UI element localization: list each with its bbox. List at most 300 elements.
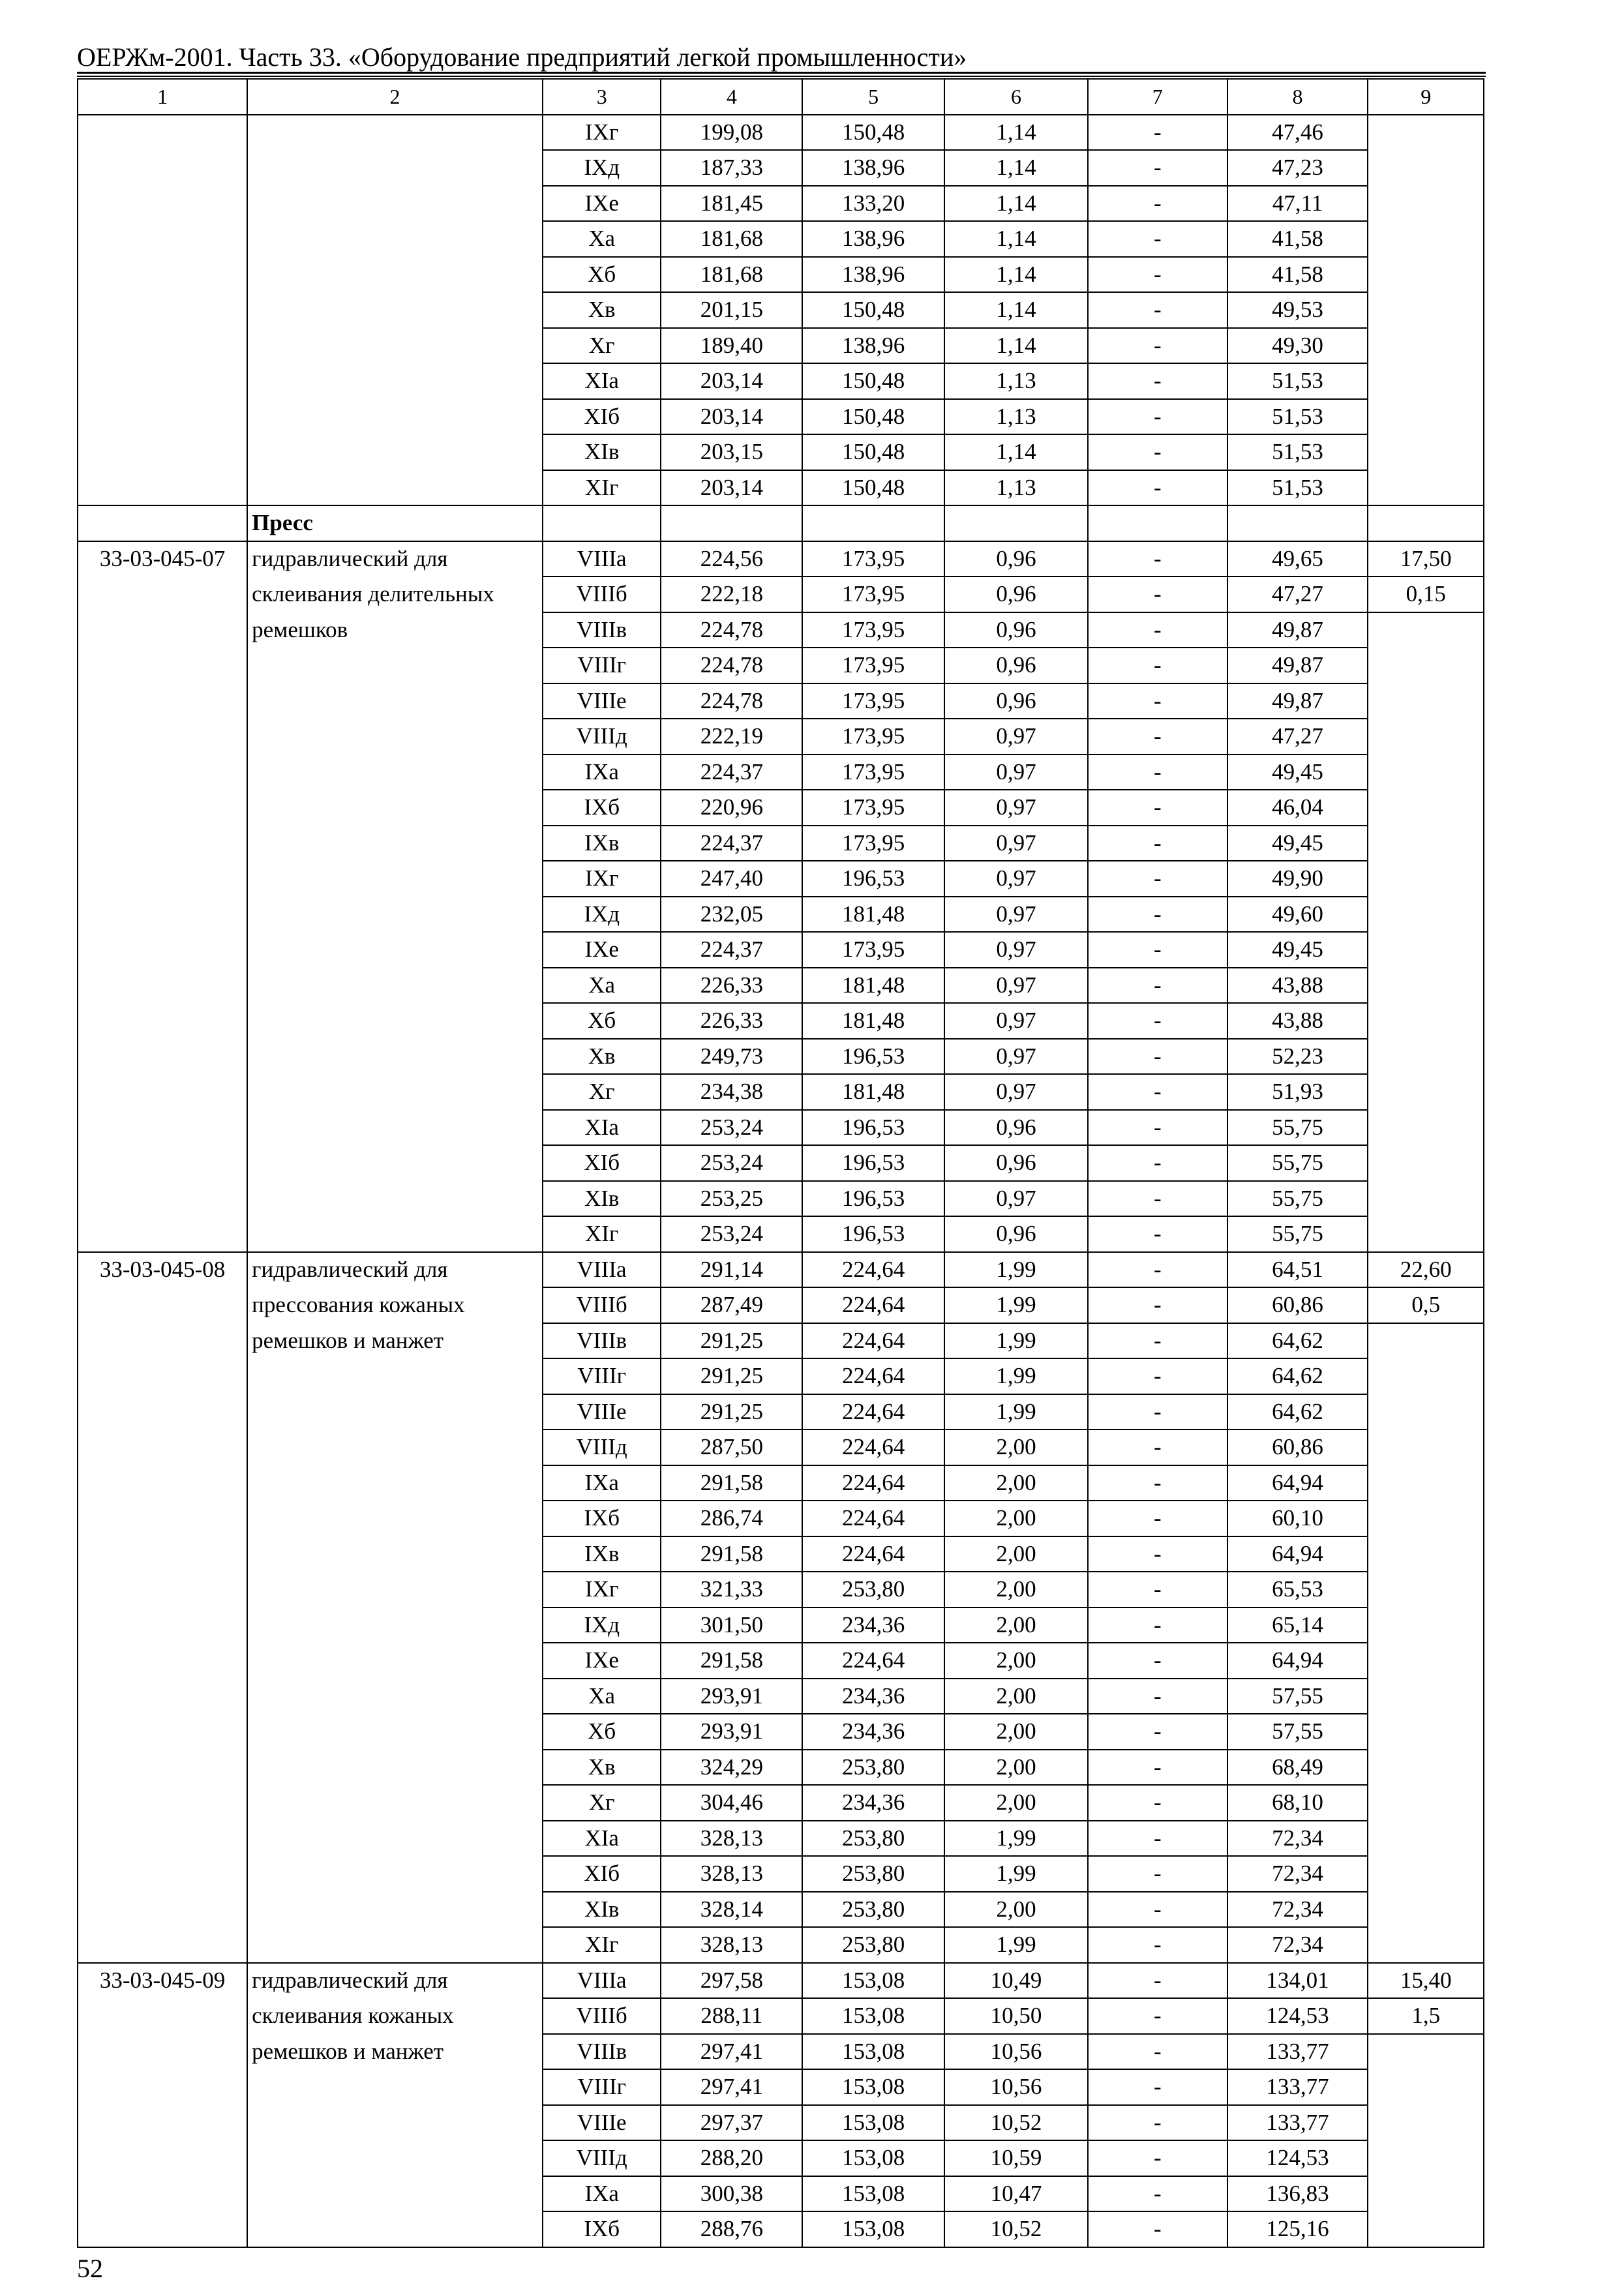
total-cost: 288,11	[661, 1998, 802, 2034]
rate-code	[78, 1892, 247, 1928]
labor-cost	[1368, 790, 1484, 826]
rate-code	[78, 1074, 247, 1110]
materials-cost: 43,88	[1227, 1003, 1368, 1039]
machine-operation: 0,97	[944, 719, 1088, 755]
machine-operation: 0,97	[944, 790, 1088, 826]
region-zone: Xв	[543, 1750, 661, 1786]
worker-wages: 153,08	[802, 1963, 944, 1999]
worker-wages: 224,64	[802, 1287, 944, 1323]
column-number: 7	[1088, 79, 1227, 115]
rate-code: 33-03-045-08	[78, 1252, 247, 1288]
labor-cost: 0,5	[1368, 1287, 1484, 1323]
driver-wages: -	[1088, 1145, 1227, 1181]
labor-cost	[1368, 470, 1484, 506]
materials-cost: 64,62	[1227, 1358, 1368, 1394]
region-zone: XIв	[543, 434, 661, 470]
table-row	[78, 2140, 1484, 2176]
total-cost: 224,78	[661, 683, 802, 719]
worker-wages: 181,48	[802, 1074, 944, 1110]
empty-cell	[802, 505, 944, 541]
total-cost: 222,19	[661, 719, 802, 755]
materials-cost: 49,45	[1227, 755, 1368, 790]
materials-cost: 64,62	[1227, 1394, 1368, 1430]
machine-operation: 1,14	[944, 186, 1088, 222]
region-zone: XIг	[543, 1927, 661, 1963]
empty-cell	[944, 505, 1088, 541]
rate-name-line: прессования кожаных	[247, 1287, 543, 1323]
rate-code	[78, 2069, 247, 2105]
rate-code	[78, 826, 247, 861]
rate-name-line	[247, 683, 543, 719]
rate-code	[78, 1785, 247, 1821]
code-cell	[78, 505, 247, 541]
driver-wages: -	[1088, 932, 1227, 968]
rate-code	[78, 897, 247, 933]
labor-cost	[1368, 1181, 1484, 1217]
driver-wages: -	[1088, 1039, 1227, 1075]
total-cost: 226,33	[661, 1003, 802, 1039]
rate-name-line	[247, 2176, 543, 2212]
labor-cost	[1368, 150, 1484, 186]
machine-operation: 0,96	[944, 1110, 1088, 1146]
table-row	[78, 826, 1484, 861]
region-zone: IXд	[543, 1608, 661, 1643]
driver-wages: -	[1088, 470, 1227, 506]
region-zone: XIг	[543, 1216, 661, 1252]
total-cost: 253,24	[661, 1110, 802, 1146]
machine-operation: 2,00	[944, 1501, 1088, 1536]
machine-operation: 2,00	[944, 1750, 1088, 1786]
rate-name-line	[247, 470, 543, 506]
total-cost: 328,14	[661, 1892, 802, 1928]
total-cost: 201,15	[661, 292, 802, 328]
materials-cost: 60,86	[1227, 1429, 1368, 1465]
labor-cost	[1368, 1536, 1484, 1572]
table-row	[78, 1039, 1484, 1075]
driver-wages: -	[1088, 2034, 1227, 2070]
driver-wages: -	[1088, 1216, 1227, 1252]
total-cost: 203,15	[661, 434, 802, 470]
machine-operation: 0,96	[944, 576, 1088, 612]
header-rule	[77, 72, 1486, 74]
labor-cost	[1368, 1145, 1484, 1181]
machine-operation: 0,96	[944, 683, 1088, 719]
labor-cost	[1368, 328, 1484, 364]
machine-operation: 1,14	[944, 434, 1088, 470]
total-cost: 293,91	[661, 1679, 802, 1714]
rate-name-line	[247, 1856, 543, 1892]
driver-wages: -	[1088, 897, 1227, 933]
labor-cost	[1368, 1714, 1484, 1750]
rate-code	[78, 257, 247, 293]
table-row	[78, 221, 1484, 257]
rate-name-line	[247, 186, 543, 222]
driver-wages: -	[1088, 968, 1227, 1004]
machine-operation: 0,96	[944, 1145, 1088, 1181]
machine-operation: 1,13	[944, 363, 1088, 399]
worker-wages: 253,80	[802, 1856, 944, 1892]
materials-cost: 72,34	[1227, 1821, 1368, 1857]
rate-code	[78, 1110, 247, 1146]
page-number: 52	[77, 2254, 103, 2283]
materials-cost: 55,75	[1227, 1181, 1368, 1217]
machine-operation: 1,99	[944, 1821, 1088, 1857]
table-row	[78, 1892, 1484, 1928]
region-zone: VIIIв	[543, 1323, 661, 1359]
driver-wages: -	[1088, 1110, 1227, 1146]
rate-code	[78, 719, 247, 755]
total-cost: 224,37	[661, 826, 802, 861]
materials-cost: 68,10	[1227, 1785, 1368, 1821]
worker-wages: 181,48	[802, 897, 944, 933]
labor-cost	[1368, 1750, 1484, 1786]
total-cost: 293,91	[661, 1714, 802, 1750]
rate-code	[78, 1998, 247, 2034]
worker-wages: 173,95	[802, 790, 944, 826]
labor-cost	[1368, 186, 1484, 222]
labor-cost	[1368, 2140, 1484, 2176]
machine-operation: 10,52	[944, 2211, 1088, 2247]
region-zone: VIIIд	[543, 1429, 661, 1465]
materials-cost: 47,27	[1227, 719, 1368, 755]
worker-wages: 224,64	[802, 1465, 944, 1501]
driver-wages: -	[1088, 1927, 1227, 1963]
region-zone: VIIIа	[543, 1252, 661, 1288]
rate-name-line	[247, 1003, 543, 1039]
total-cost: 181,68	[661, 221, 802, 257]
labor-cost	[1368, 648, 1484, 683]
total-cost: 224,37	[661, 932, 802, 968]
total-cost: 203,14	[661, 399, 802, 435]
materials-cost: 47,46	[1227, 115, 1368, 151]
total-cost: 189,40	[661, 328, 802, 364]
worker-wages: 173,95	[802, 755, 944, 790]
materials-cost: 133,77	[1227, 2034, 1368, 2070]
table-row	[78, 434, 1484, 470]
materials-cost: 133,77	[1227, 2105, 1368, 2141]
labor-cost	[1368, 1110, 1484, 1146]
labor-cost	[1368, 1785, 1484, 1821]
rate-name-line	[247, 790, 543, 826]
machine-operation: 1,13	[944, 399, 1088, 435]
total-cost: 291,25	[661, 1358, 802, 1394]
rate-code	[78, 1643, 247, 1679]
region-zone: VIIIг	[543, 648, 661, 683]
total-cost: 324,29	[661, 1750, 802, 1786]
driver-wages: -	[1088, 683, 1227, 719]
driver-wages: -	[1088, 2176, 1227, 2212]
rate-code	[78, 1429, 247, 1465]
machine-operation: 1,99	[944, 1856, 1088, 1892]
rate-code	[78, 1394, 247, 1430]
materials-cost: 60,86	[1227, 1287, 1368, 1323]
machine-operation: 10,56	[944, 2069, 1088, 2105]
machine-operation: 2,00	[944, 1572, 1088, 1608]
labor-cost	[1368, 861, 1484, 897]
column-numbers-row	[78, 79, 1484, 115]
rate-name-line: гидравлический для	[247, 541, 543, 577]
total-cost: 291,58	[661, 1465, 802, 1501]
table-row	[78, 897, 1484, 933]
region-zone: VIIIе	[543, 1394, 661, 1430]
driver-wages: -	[1088, 1785, 1227, 1821]
worker-wages: 196,53	[802, 1145, 944, 1181]
rate-code	[78, 1216, 247, 1252]
rate-name-line	[247, 150, 543, 186]
machine-operation: 10,50	[944, 1998, 1088, 2034]
driver-wages: -	[1088, 1750, 1227, 1786]
region-zone: Xв	[543, 1039, 661, 1075]
section-title-row	[78, 505, 1484, 541]
region-zone: Xб	[543, 1714, 661, 1750]
table-row	[78, 186, 1484, 222]
rate-code	[78, 150, 247, 186]
driver-wages: -	[1088, 2211, 1227, 2247]
table-row	[78, 1998, 1484, 2034]
rate-code	[78, 1714, 247, 1750]
materials-cost: 124,53	[1227, 1998, 1368, 2034]
driver-wages: -	[1088, 861, 1227, 897]
region-zone: IXе	[543, 1643, 661, 1679]
driver-wages: -	[1088, 1287, 1227, 1323]
total-cost: 222,18	[661, 576, 802, 612]
machine-operation: 2,00	[944, 1714, 1088, 1750]
rate-code	[78, 612, 247, 648]
empty-cell	[1368, 505, 1484, 541]
worker-wages: 234,36	[802, 1714, 944, 1750]
materials-cost: 72,34	[1227, 1856, 1368, 1892]
labor-cost: 1,5	[1368, 1998, 1484, 2034]
rates-table	[77, 78, 1484, 2248]
worker-wages: 153,08	[802, 2105, 944, 2141]
rate-code	[78, 1003, 247, 1039]
driver-wages: -	[1088, 115, 1227, 151]
worker-wages: 253,80	[802, 1892, 944, 1928]
materials-cost: 47,23	[1227, 150, 1368, 186]
region-zone: IXд	[543, 897, 661, 933]
rate-name-line	[247, 363, 543, 399]
materials-cost: 65,14	[1227, 1608, 1368, 1643]
driver-wages: -	[1088, 2140, 1227, 2176]
rate-code	[78, 576, 247, 612]
driver-wages: -	[1088, 1679, 1227, 1714]
worker-wages: 153,08	[802, 2211, 944, 2247]
materials-cost: 134,01	[1227, 1963, 1368, 1999]
rate-code: 33-03-045-09	[78, 1963, 247, 1999]
rate-name-line	[247, 115, 543, 151]
driver-wages: -	[1088, 1003, 1227, 1039]
labor-cost: 22,60	[1368, 1252, 1484, 1288]
table-row	[78, 1643, 1484, 1679]
region-zone: XIб	[543, 1856, 661, 1892]
driver-wages: -	[1088, 1074, 1227, 1110]
driver-wages: -	[1088, 1856, 1227, 1892]
machine-operation: 0,96	[944, 541, 1088, 577]
labor-cost	[1368, 1429, 1484, 1465]
column-number: 6	[944, 79, 1088, 115]
table-row	[78, 648, 1484, 683]
driver-wages: -	[1088, 576, 1227, 612]
column-number: 8	[1227, 79, 1368, 115]
worker-wages: 138,96	[802, 328, 944, 364]
table-row	[78, 1821, 1484, 1857]
materials-cost: 64,51	[1227, 1252, 1368, 1288]
rate-code	[78, 1608, 247, 1643]
worker-wages: 224,64	[802, 1429, 944, 1465]
labor-cost	[1368, 257, 1484, 293]
table-row	[78, 861, 1484, 897]
driver-wages: -	[1088, 1998, 1227, 2034]
driver-wages: -	[1088, 257, 1227, 293]
labor-cost	[1368, 1394, 1484, 1430]
region-zone: XIг	[543, 470, 661, 506]
rate-code	[78, 861, 247, 897]
worker-wages: 153,08	[802, 2069, 944, 2105]
labor-cost	[1368, 826, 1484, 861]
machine-operation: 0,97	[944, 1074, 1088, 1110]
rate-name-line	[247, 1750, 543, 1786]
driver-wages: -	[1088, 1714, 1227, 1750]
worker-wages: 138,96	[802, 221, 944, 257]
rate-code	[78, 683, 247, 719]
region-zone: XIа	[543, 1110, 661, 1146]
machine-operation: 0,97	[944, 826, 1088, 861]
rate-name-line	[247, 1572, 543, 1608]
rate-name-line	[247, 1358, 543, 1394]
machine-operation: 10,49	[944, 1963, 1088, 1999]
materials-cost: 124,53	[1227, 2140, 1368, 2176]
table-row	[78, 968, 1484, 1004]
total-cost: 226,33	[661, 968, 802, 1004]
rate-name-line: гидравлический для	[247, 1252, 543, 1288]
total-cost: 291,58	[661, 1536, 802, 1572]
table-row	[78, 576, 1484, 612]
driver-wages: -	[1088, 1892, 1227, 1928]
rate-code	[78, 1679, 247, 1714]
worker-wages: 173,95	[802, 648, 944, 683]
column-number: 1	[78, 79, 247, 115]
rate-name-line	[247, 1785, 543, 1821]
total-cost: 224,37	[661, 755, 802, 790]
driver-wages: -	[1088, 1358, 1227, 1394]
materials-cost: 55,75	[1227, 1110, 1368, 1146]
worker-wages: 153,08	[802, 1998, 944, 2034]
driver-wages: -	[1088, 612, 1227, 648]
region-zone: VIIIд	[543, 719, 661, 755]
machine-operation: 1,14	[944, 221, 1088, 257]
total-cost: 304,46	[661, 1785, 802, 1821]
worker-wages: 224,64	[802, 1501, 944, 1536]
labor-cost	[1368, 968, 1484, 1004]
rate-code	[78, 1358, 247, 1394]
rate-name-line	[247, 1465, 543, 1501]
total-cost: 187,33	[661, 150, 802, 186]
table-row	[78, 1181, 1484, 1217]
table-row	[78, 1856, 1484, 1892]
materials-cost: 125,16	[1227, 2211, 1368, 2247]
rate-name-line	[247, 932, 543, 968]
labor-cost	[1368, 363, 1484, 399]
total-cost: 253,24	[661, 1216, 802, 1252]
worker-wages: 196,53	[802, 1216, 944, 1252]
worker-wages: 181,48	[802, 1003, 944, 1039]
region-zone: Xа	[543, 968, 661, 1004]
total-cost: 224,78	[661, 648, 802, 683]
machine-operation: 1,99	[944, 1927, 1088, 1963]
driver-wages: -	[1088, 1501, 1227, 1536]
worker-wages: 224,64	[802, 1536, 944, 1572]
materials-cost: 49,90	[1227, 861, 1368, 897]
region-zone: VIIIа	[543, 1963, 661, 1999]
driver-wages: -	[1088, 221, 1227, 257]
table-row	[78, 1536, 1484, 1572]
driver-wages: -	[1088, 1394, 1227, 1430]
materials-cost: 57,55	[1227, 1714, 1368, 1750]
worker-wages: 173,95	[802, 683, 944, 719]
region-zone: VIIIа	[543, 541, 661, 577]
worker-wages: 150,48	[802, 115, 944, 151]
worker-wages: 133,20	[802, 186, 944, 222]
rate-code	[78, 790, 247, 826]
rate-name-line	[247, 1181, 543, 1217]
driver-wages: -	[1088, 1608, 1227, 1643]
materials-cost: 64,94	[1227, 1536, 1368, 1572]
machine-operation: 1,14	[944, 292, 1088, 328]
materials-cost: 49,30	[1227, 328, 1368, 364]
total-cost: 224,78	[661, 612, 802, 648]
rate-code	[78, 755, 247, 790]
table-row	[78, 1572, 1484, 1608]
driver-wages: -	[1088, 328, 1227, 364]
rate-name-line: ремешков	[247, 612, 543, 648]
table-row	[78, 150, 1484, 186]
rate-name-line	[247, 1821, 543, 1857]
driver-wages: -	[1088, 1465, 1227, 1501]
labor-cost	[1368, 1323, 1484, 1359]
table-row	[78, 1963, 1484, 1999]
driver-wages: -	[1088, 1181, 1227, 1217]
worker-wages: 196,53	[802, 1181, 944, 1217]
table-row	[78, 1252, 1484, 1288]
labor-cost	[1368, 1216, 1484, 1252]
rate-name-line: гидравлический для	[247, 1963, 543, 1999]
machine-operation: 10,47	[944, 2176, 1088, 2212]
table-row	[78, 1003, 1484, 1039]
worker-wages: 234,36	[802, 1785, 944, 1821]
machine-operation: 2,00	[944, 1892, 1088, 1928]
driver-wages: -	[1088, 2105, 1227, 2141]
rate-name-line	[247, 968, 543, 1004]
machine-operation: 1,14	[944, 115, 1088, 151]
table-row	[78, 2069, 1484, 2105]
driver-wages: -	[1088, 1323, 1227, 1359]
region-zone: VIIIе	[543, 2105, 661, 2141]
rate-name-line	[247, 755, 543, 790]
table-row	[78, 363, 1484, 399]
machine-operation: 0,97	[944, 1039, 1088, 1075]
rate-code	[78, 1856, 247, 1892]
rate-name-line	[247, 221, 543, 257]
materials-cost: 43,88	[1227, 968, 1368, 1004]
driver-wages: -	[1088, 1536, 1227, 1572]
materials-cost: 57,55	[1227, 1679, 1368, 1714]
machine-operation: 0,96	[944, 1216, 1088, 1252]
machine-operation: 1,99	[944, 1358, 1088, 1394]
materials-cost: 52,23	[1227, 1039, 1368, 1075]
driver-wages: -	[1088, 719, 1227, 755]
machine-operation: 0,97	[944, 932, 1088, 968]
table-row	[78, 1323, 1484, 1359]
